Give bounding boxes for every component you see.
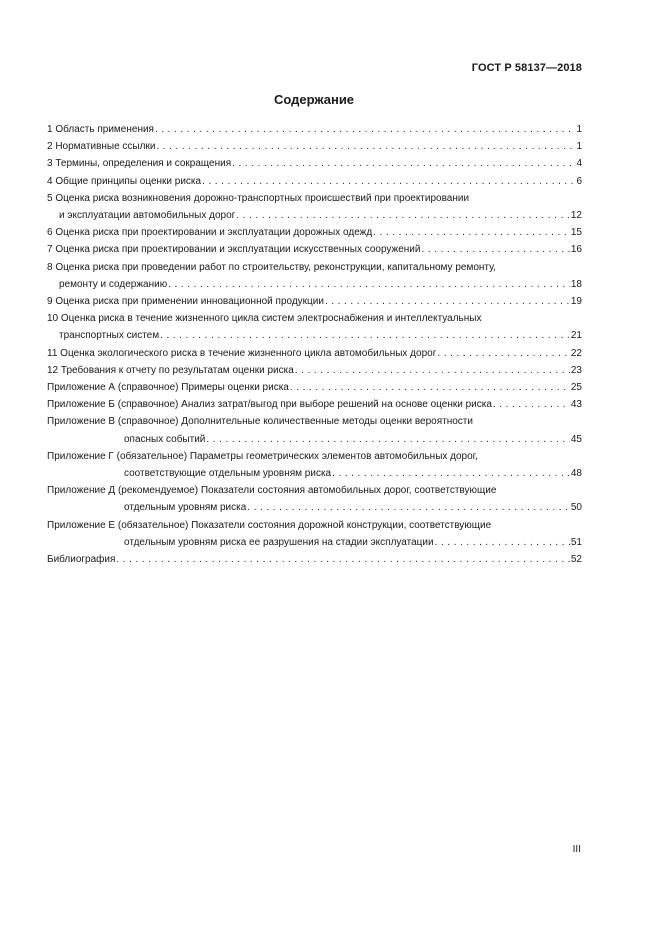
toc-page-number: 4 <box>576 158 582 170</box>
toc-entry[interactable] <box>47 413 582 447</box>
toc-entry[interactable] <box>47 155 582 172</box>
toc-leader-dots <box>236 207 570 224</box>
toc-leader-dots <box>116 551 569 568</box>
toc-entry-text: соответствующие отдельным уровням риска <box>124 468 332 480</box>
toc-entry[interactable] <box>47 241 582 258</box>
toc-leader-dots <box>247 499 570 516</box>
toc-entry-text: 5 Оценка риска возникновения дорожно-транспортных происшествий при проектировании <box>47 192 470 204</box>
toc-page-number: 21 <box>570 330 582 342</box>
toc-entry-text: Приложение В (справочное) Дополнительные количественные методы оценки вероятности <box>47 416 473 428</box>
toc-entry-text: ремонту и содержанию <box>59 278 168 290</box>
toc-entry-text: 3 Термины, определения и сокращения <box>47 158 232 170</box>
toc-leader-dots <box>493 396 570 413</box>
toc-entry-text: 10 Оценка риска в течение жизненного цикла систем электроснабжения и интеллектуальных <box>47 313 482 325</box>
toc-title: Содержание <box>273 92 355 107</box>
toc-entry-text: отдельным уровням риска ее разрушения на стадии эксплуатации <box>124 536 434 548</box>
toc-entry[interactable] <box>47 551 582 568</box>
toc-entry-text: 12 Требования к отчету по результатам оценки риска <box>47 364 294 376</box>
toc-page-number: 45 <box>570 433 582 445</box>
toc-entry[interactable] <box>47 396 582 413</box>
toc-entry[interactable] <box>47 224 582 241</box>
toc-entry[interactable] <box>47 345 582 362</box>
toc-entry[interactable] <box>47 482 582 516</box>
toc-entry[interactable] <box>47 190 582 224</box>
toc-entry-text: 1 Область применения <box>47 124 154 135</box>
toc-leader-dots <box>295 362 570 379</box>
toc-entry-text: Приложение Б (справочное) Анализ затрат/выгод при выборе решений на основе оценки риска <box>47 399 492 411</box>
toc-page-number: 12 <box>570 210 582 222</box>
toc-entry-text: Приложение Е (обязательное) Показатели состояния дорожной конструкции, соответствующие <box>47 519 492 531</box>
toc-entry-text: и эксплуатации автомобильных дорог <box>59 210 236 222</box>
toc-leader-dots <box>421 241 569 258</box>
toc-entry-text: 9 Оценка риска при применении инновационной продукции <box>47 296 324 308</box>
toc-page-number: 50 <box>570 502 582 514</box>
toc-entry-text: 7 Оценка риска при проектировании и эксплуатации искусственных сооружений <box>47 244 421 256</box>
toc-page-number: 25 <box>570 382 582 394</box>
toc-entry-text: 6 Оценка риска при проектировании и эксплуатации дорожных одежд <box>47 227 373 239</box>
toc-leader-dots <box>206 431 570 448</box>
toc-entry-text: транспортных систем <box>59 330 160 342</box>
toc-leader-dots <box>325 293 570 310</box>
toc-page-number: 16 <box>570 244 582 256</box>
toc-entry[interactable] <box>47 293 582 310</box>
toc-page-number: 6 <box>576 175 582 187</box>
toc-entry[interactable] <box>47 121 582 138</box>
toc-entry-text: отдельным уровням риска <box>124 502 247 514</box>
toc-entry-text: Приложение Д (рекомендуемое) Показатели состояния автомобильных дорог, соответствующие <box>47 485 497 497</box>
toc-entry-text: 4 Общие принципы оценки риска <box>47 175 202 187</box>
toc-page-number: 19 <box>570 296 582 308</box>
toc-entry[interactable] <box>47 379 582 396</box>
toc-page-number: 48 <box>570 468 582 480</box>
toc-entry-text: Приложение А (справочное) Примеры оценки риска <box>47 382 289 394</box>
toc-entry-text: Приложение Г (обязательное) Параметры геометрических элементов автомобильных дорог, <box>47 450 478 462</box>
toc-leader-dots <box>155 121 575 138</box>
toc-leader-dots <box>290 379 570 396</box>
toc-entry[interactable] <box>47 259 582 293</box>
document-code: ГОСТ Р 58137—2018 <box>471 62 582 74</box>
toc-leader-dots <box>373 224 570 241</box>
toc-entry[interactable] <box>47 517 582 551</box>
toc-leader-dots <box>202 173 575 190</box>
table-of-contents <box>47 121 582 568</box>
toc-entry-text: 8 Оценка риска при проведении работ по строительству, реконструкции, капитальному ремонту, <box>47 261 496 273</box>
page-number: III <box>572 844 581 855</box>
toc-leader-dots <box>437 345 570 362</box>
toc-page-number: 1 <box>576 141 582 153</box>
toc-leader-dots <box>435 534 570 551</box>
toc-leader-dots <box>156 138 575 155</box>
toc-page-number: 23 <box>570 364 582 376</box>
toc-leader-dots <box>160 327 570 344</box>
toc-leader-dots <box>232 155 575 172</box>
toc-entry-text: Библиография <box>47 554 116 566</box>
toc-leader-dots <box>332 465 570 482</box>
toc-leader-dots <box>168 276 570 293</box>
toc-entry-text: 11 Оценка экологического риска в течение жизненного цикла автомобильных дорог <box>47 347 437 359</box>
toc-entry-text: 2 Нормативные ссылки <box>47 141 156 153</box>
toc-page-number: 52 <box>570 554 582 566</box>
toc-entry[interactable] <box>47 362 582 379</box>
toc-page-number: 18 <box>570 278 582 290</box>
toc-entry[interactable] <box>47 138 582 155</box>
toc-entry-text: опасных событий <box>124 433 206 445</box>
toc-entry[interactable] <box>47 310 582 344</box>
toc-page-number: 22 <box>570 347 582 359</box>
toc-entry[interactable] <box>47 173 582 190</box>
toc-entry[interactable] <box>47 448 582 482</box>
toc-page-number: 51 <box>570 536 582 548</box>
toc-page-number: 15 <box>570 227 582 239</box>
toc-page-number: 1 <box>576 124 582 135</box>
toc-page-number: 43 <box>570 399 582 411</box>
